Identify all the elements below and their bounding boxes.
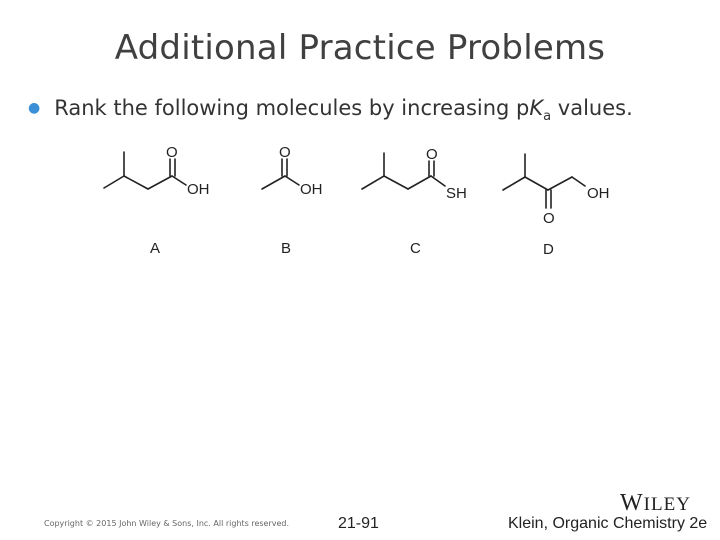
question-bullet: [28, 96, 708, 124]
slide-title: Additional Practice Problems: [114, 28, 606, 68]
copyright-notice: Copyright © 2015 John Wiley & Sons, Inc. All rights reserved.: [44, 519, 290, 528]
bullet-icon: ●: [28, 100, 41, 116]
molecule-c-label: C: [410, 240, 421, 257]
molecule-a-label: A: [150, 240, 161, 257]
question-k: K: [529, 96, 544, 120]
molecule-b-structure: [262, 159, 299, 189]
publisher-logo-rest: ILEY: [643, 494, 691, 515]
molecule-c-thiol: SH: [446, 185, 467, 202]
question-subscript: a: [543, 109, 552, 124]
question-text-start: Rank the following molecules by increasing p: [54, 96, 530, 120]
molecule-c-oxygen: O: [426, 146, 438, 163]
molecule-d-oxygen: O: [543, 210, 555, 227]
question-text-end: values.: [551, 96, 633, 120]
publisher-logo-initial: W: [620, 490, 644, 516]
molecule-a-hydroxyl: OH: [187, 181, 210, 198]
molecule-b-label: B: [281, 240, 292, 257]
book-title: Klein, Organic Chemistry 2e: [508, 515, 708, 532]
publisher-logo: [620, 490, 691, 517]
molecules-figure: [0, 130, 720, 270]
molecule-b-oxygen: O: [279, 144, 291, 161]
molecule-b-hydroxyl: OH: [300, 181, 323, 198]
molecule-d-hydroxyl: OH: [587, 185, 610, 202]
molecule-d-structure: [503, 154, 585, 208]
molecule-d-label: D: [543, 241, 554, 258]
molecule-a-oxygen: O: [166, 144, 178, 161]
slide-number: 21-91: [338, 515, 379, 532]
